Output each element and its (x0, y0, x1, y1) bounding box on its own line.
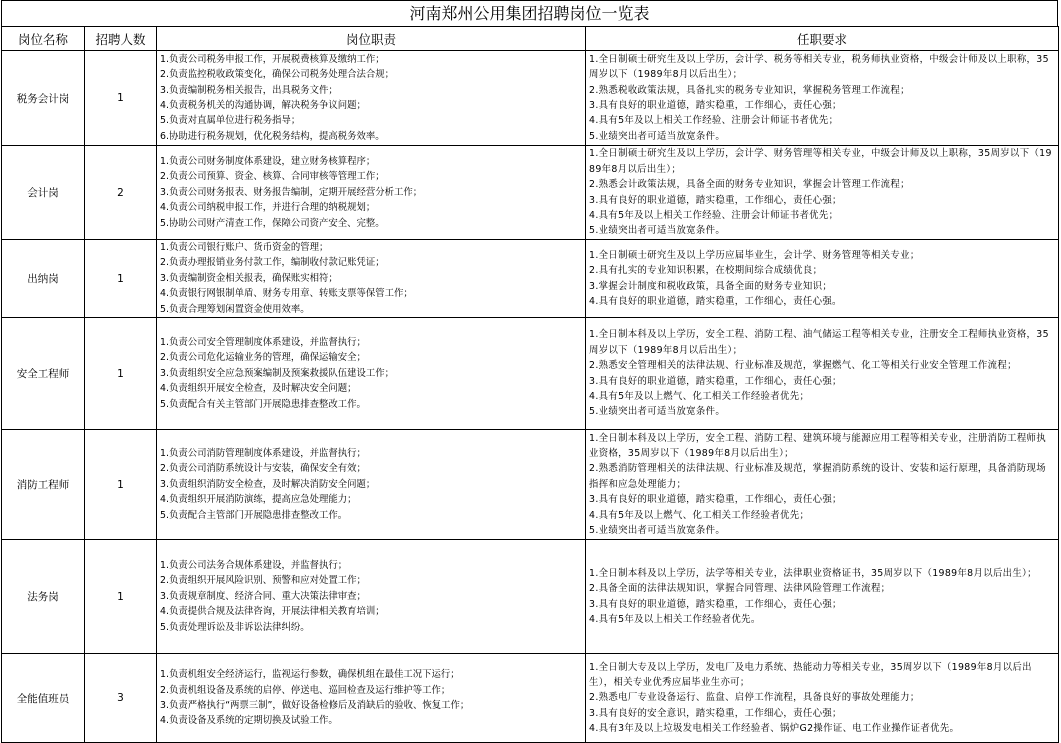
position-name: 法务岗 (2, 540, 85, 654)
duty-item: 2.负责公司危化运输业务的管理，确保运输安全； (160, 352, 366, 364)
requirement-item: 1.全日制硕士研究生及以上学历应届毕业生，会计学、财务管理等相关专业； (589, 249, 920, 261)
duty-item: 4.负责设备及系统的定期切换及试验工作。 (160, 715, 338, 727)
requirement-item: 3.具有良好的职业道德，踏实稳重，工作细心，责任心强； (589, 494, 842, 506)
duty-item: 5.负责对直属单位进行税务指导； (160, 115, 301, 127)
header-row (2, 27, 1059, 51)
requirement-item: 3.掌握会计制度和税收政策，具备全面的财务专业知识； (589, 280, 833, 292)
requirements-cell (586, 318, 1059, 430)
position-name: 全能值班员 (2, 654, 85, 743)
duty-item: 5.负责合理筹划闲置资金使用效率。 (160, 303, 310, 315)
duty-item: 3.负责公司财务报表、财务报告编制，定期开展经营分析工作； (160, 186, 423, 198)
requirement-item: 4.具有5年及以上相关工作经验者优先。 (589, 613, 761, 625)
duty-item: 4.负责银行网银制单盾、财务专用章、转账支票等保管工作； (160, 288, 413, 300)
requirement-item: 1.全日制硕士研究生及以上学历，会计学、税务等相关专业，税务师执业资格，中级会计师及以上职称，35周岁以下（1989年8月以后出生）； (589, 53, 1049, 81)
requirement-item: 2.熟悉消防管理相关的法律法规、行业标准及规范，掌握消防系统的设计、安装和运行原理，具备消防现场指挥和应急处理能力； (589, 463, 1046, 490)
duties-cell (157, 654, 586, 743)
table-row (2, 654, 1059, 743)
table-row (2, 146, 1059, 240)
duty-item: 5.负责配合有关主管部门开展隐患排查整改工作。 (160, 398, 366, 410)
duty-item: 2.负责机组设备及系统的启停、停送电、巡回检查及运行维护等工作； (160, 684, 451, 696)
duties-cell (157, 318, 586, 430)
duty-item: 2.负责办理报销业务付款工作，编制收付款记账凭证； (160, 257, 385, 269)
requirement-item: 4.具有5年及以上燃气、化工相关工作经验者优先； (589, 390, 810, 402)
header-position-name: 岗位名称 (2, 27, 85, 51)
duty-item: 3.负责严格执行“两票三制”，做好设备检修后及消缺后的验收、恢复工作； (160, 700, 470, 712)
requirement-item: 3.具有良好的职业道德，踏实稳重，工作细心，责任心强； (589, 100, 842, 111)
positions-table (1, 26, 1059, 743)
duty-item: 4.负责组织开展安全检查，及时解决安全问题； (160, 383, 357, 395)
requirement-item: 1.全日制本科及以上学历，安全工程、消防工程、油气储运工程等相关专业，注册安全工程师执业资格，35周岁以下（1989年8月以后出生）； (589, 329, 1049, 356)
requirement-item: 5.业绩突出者可适当放宽条件。 (589, 406, 726, 418)
duty-item: 1.负责公司安全管理制度体系建设，并监督执行； (160, 337, 366, 349)
position-name: 税务会计岗 (2, 51, 85, 146)
duty-item: 1.负责公司消防管理制度体系建设，并监督执行； (160, 448, 366, 460)
requirement-item: 3.具有良好的职业道德，踏实稳重，工作细心，责任心强； (589, 598, 842, 610)
duty-item: 1.负责公司财务制度体系建设，建立财务核算程序； (160, 155, 376, 167)
requirement-item: 5.业绩突出者可适当放宽条件。 (589, 130, 726, 142)
duty-item: 1.负责机组安全经济运行，监视运行参数，确保机组在最佳工况下运行； (160, 669, 460, 681)
requirement-item: 1.全日制本科及以上学历，安全工程、消防工程、建筑环境与能源应用工程等相关专业，注册消防工程师执业资格，35周岁以下（1989年8月以后出生）； (589, 432, 1046, 460)
requirement-item: 4.具有3年及以上垃圾发电相关工作经验者、锅炉G2操作证、电工作业操作证者优先。 (589, 723, 960, 735)
duties-cell (157, 240, 586, 318)
requirement-item: 4.具有良好的职业道德，踏实稳重，工作细心，责任心强。 (589, 295, 842, 307)
page-title: 河南郑州公用集团招聘岗位一览表 (1, 0, 1058, 26)
requirements-cell (586, 430, 1059, 540)
requirements-cell (586, 240, 1059, 318)
position-name: 消防工程师 (2, 430, 85, 540)
requirement-item: 2.熟悉会计政策法规，具备全面的财务专业知识，掌握会计管理工作流程； (589, 179, 910, 191)
duty-item: 5.协助公司财产清查工作，保障公司资产安全、完整。 (160, 217, 385, 229)
hiring-count: 1 (85, 318, 157, 430)
duty-item: 2.负责组织开展风险识别、预警和应对处置工作； (160, 575, 366, 587)
duty-item: 6.协助进行税务规划，优化税务结构，提高税务效率。 (160, 130, 385, 142)
duty-item: 3.负责规章制度、经济合同、重大决策法律审查； (160, 590, 366, 602)
duty-item: 1.负责公司法务合规体系建设，并监督执行； (160, 560, 348, 572)
requirement-item: 4.具有5年及以上相关工作经验、注册会计师证书者优先； (589, 115, 839, 127)
requirements-cell (586, 146, 1059, 240)
requirement-item: 3.具有良好的安全意识，踏实稳重，工作细心，责任心强； (589, 707, 842, 719)
duty-item: 4.负责组织开展消防演练，提高应急处理能力； (160, 494, 357, 506)
requirements-cell (586, 654, 1059, 743)
table-row (2, 430, 1059, 540)
duties-cell (157, 430, 586, 540)
table-row (2, 51, 1059, 146)
header-duties: 岗位职责 (157, 27, 586, 51)
requirement-item: 3.具有良好的职业道德，踏实稳重，工作细心，责任心强； (589, 375, 842, 387)
requirement-item: 4.具有5年及以上相关工作经验、注册会计师证书者优先； (589, 209, 839, 221)
duty-item: 3.负责编制资金相关报表，确保账实相符； (160, 272, 338, 284)
requirement-item: 3.具有良好的职业道德，踏实稳重，工作细心，责任心强； (589, 194, 842, 206)
header-requirements: 任职要求 (586, 27, 1059, 51)
header-hiring-count: 招聘人数 (85, 27, 157, 51)
duties-cell (157, 146, 586, 240)
duties-cell (157, 51, 586, 146)
duty-item: 2.负责公司预算、资金、核算、合同审核等管理工作； (160, 171, 385, 183)
position-name: 会计岗 (2, 146, 85, 240)
duty-item: 2.负责公司消防系统设计与安装，确保安全有效； (160, 463, 366, 475)
duties-cell (157, 540, 586, 654)
duty-item: 3.负责编制税务相关报告，出具税务文件； (160, 84, 338, 96)
position-name: 出纳岗 (2, 240, 85, 318)
position-name: 安全工程师 (2, 318, 85, 430)
requirement-item: 1.全日制大专及以上学历，发电厂及电力系统、热能动力等相关专业，35周岁以下（1989年8月以后出生），相关专业优秀应届毕业生亦可； (589, 661, 1032, 688)
requirement-item: 1.全日制硕士研究生及以上学历，会计学、财务管理等相关专业，中级会计师及以上职称，35周岁以下（1989年8月以后出生）； (589, 148, 1052, 175)
hiring-count: 1 (85, 240, 157, 318)
hiring-count: 1 (85, 540, 157, 654)
duty-item: 5.负责处理诉讼及非诉讼法律纠纷。 (160, 621, 310, 633)
duty-item: 3.负责组织消防安全检查，及时解决消防安全问题； (160, 478, 376, 490)
duty-item: 5.负责配合主管部门开展隐患排查整改工作。 (160, 509, 348, 521)
hiring-count: 1 (85, 51, 157, 146)
requirement-item: 2.熟悉电厂专业设备运行、监盘、启停工作流程，具备良好的事故处理能力； (589, 692, 920, 704)
duty-item: 4.负责税务机关的沟通协调，解决税务争议问题； (160, 100, 366, 111)
hiring-count: 2 (85, 146, 157, 240)
requirements-cell (586, 540, 1059, 654)
requirement-item: 4.具有5年及以上燃气、化工相关工作经验者优先； (589, 509, 810, 521)
hiring-count: 1 (85, 430, 157, 540)
duty-item: 1.负责公司税务申报工作，开展税费核算及缴纳工作； (160, 53, 385, 65)
requirement-item: 1.全日制本科及以上学历，法学等相关专业，法律职业资格证书，35周岁以下（1989年8月以后出生）； (589, 567, 1037, 579)
duty-item: 2.负责监控税收政策变化，确保公司税务处理合法合规； (160, 69, 394, 81)
table-row (2, 240, 1059, 318)
requirement-item: 5.业绩突出者可适当放宽条件。 (589, 525, 726, 537)
duty-item: 1.负责公司银行账户、货币资金的管理； (160, 242, 329, 253)
hiring-count: 3 (85, 654, 157, 743)
requirement-item: 2.熟悉税收政策法规，具备扎实的税务专业知识，掌握税务管理工作流程； (589, 84, 910, 96)
table-row (2, 318, 1059, 430)
requirement-item: 2.具有扎实的专业知识积累，在校期间综合成绩优良； (589, 265, 823, 277)
duty-item: 3.负责组织安全应急预案编制及预案救援队伍建设工作； (160, 367, 394, 379)
requirement-item: 2.具备全面的法律法规知识，掌握合同管理、法律风险管理工作流程； (589, 583, 891, 595)
requirement-item: 2.熟悉安全管理相关的法律法规、行业标准及规范，掌握燃气、化工等相关行业安全管理工作流程； (589, 360, 1017, 372)
requirements-cell (586, 51, 1059, 146)
table-row (2, 540, 1059, 654)
duty-item: 4.负责提供合规及法律咨询，开展法律相关教育培训； (160, 606, 385, 618)
requirement-item: 5.业绩突出者可适当放宽条件。 (589, 225, 726, 237)
duty-item: 4.负责公司纳税申报工作，并进行合理的纳税规划； (160, 202, 376, 214)
